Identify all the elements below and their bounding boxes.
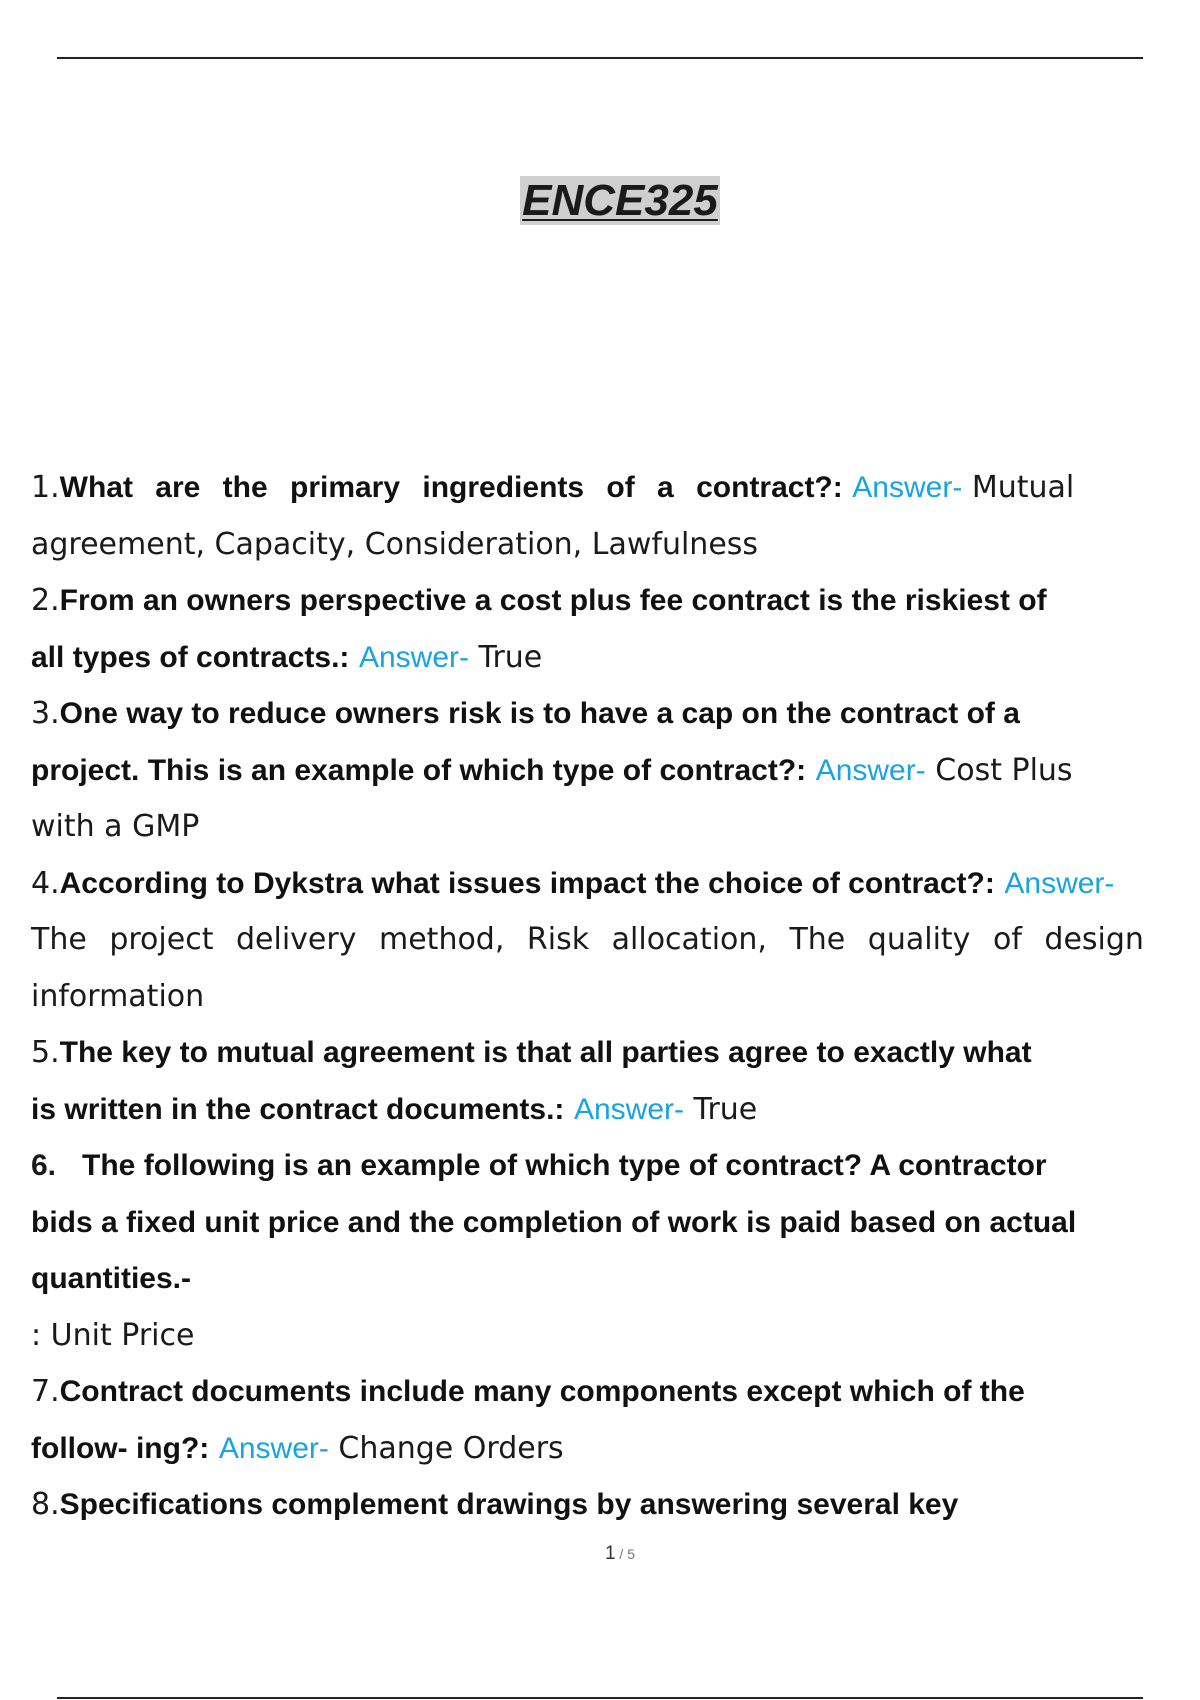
question-list: [31, 460, 1200, 1534]
question-number: 7.: [31, 1374, 60, 1409]
document-title: [0, 176, 1200, 226]
question-number: 8.: [31, 1487, 60, 1522]
question-line: [31, 1195, 1200, 1252]
question-item-3: [31, 686, 1200, 856]
answer-label: Answer-: [218, 1431, 329, 1465]
answer-label: Answer-: [815, 753, 926, 787]
question-text: The following is an example of which type of contract? A contractor: [82, 1149, 1047, 1182]
question-line: [31, 1251, 1200, 1308]
question-item-1: [31, 460, 1200, 573]
question-item-5: [31, 1025, 1200, 1138]
page-separator: /: [615, 1546, 628, 1562]
answer-text: Mutual: [971, 470, 1075, 505]
answer-text: with a GMP: [31, 809, 200, 844]
question-item-8: [31, 1477, 1200, 1534]
answer-text: Cost Plus: [935, 752, 1073, 788]
answer-text: information: [31, 978, 205, 1014]
question-text: The key to mutual agreement is that all parties agree to exactly what: [59, 1036, 1032, 1069]
answer-label: Answer-: [1004, 866, 1115, 900]
question-number: 3.: [31, 696, 60, 731]
question-text: According to Dykstra what issues impact the choice of contract?:: [59, 866, 995, 900]
answer-label: Answer-: [358, 640, 469, 674]
question-line: [31, 743, 1200, 800]
question-line: [31, 1082, 1200, 1139]
answer-text: Change Orders: [338, 1430, 564, 1466]
question-text: project. This is an example of which type of contract?:: [31, 753, 807, 787]
question-number: 5.: [31, 1035, 60, 1070]
answer-text: The project delivery method, Risk allocation, The quality of design: [31, 922, 1144, 957]
question-number: 2.: [31, 583, 60, 618]
page-indicator: [0, 1543, 1200, 1565]
question-item-4: [31, 856, 1200, 1026]
answer-text: agreement, Capacity, Consideration, Lawfulness: [31, 526, 759, 562]
question-text: Specifications complement drawings by answering several key: [59, 1488, 959, 1521]
answer-label: Answer-: [852, 471, 963, 504]
question-number: 1.: [31, 470, 60, 505]
page-total: 5: [627, 1546, 636, 1562]
question-text: From an owners perspective a cost plus fee contract is the riskiest of: [59, 584, 1047, 617]
question-number: 4.: [31, 865, 60, 901]
question-item-7: [31, 1364, 1200, 1477]
question-text: What are the primary ingredients of a contract?:: [59, 471, 843, 504]
question-line: [31, 1025, 1200, 1082]
question-line: [31, 686, 1200, 743]
question-text: all types of contracts.:: [31, 640, 350, 674]
page-current: 1: [604, 1543, 616, 1564]
question-line: [31, 573, 1200, 630]
answer-text: True: [478, 639, 543, 675]
question-text: bids a fixed unit price and the completion of work is paid based on actual: [31, 1205, 1077, 1239]
answer-label: Answer-: [573, 1092, 684, 1126]
top-rule: [57, 57, 1143, 59]
document-title-text: ENCE325: [522, 176, 718, 225]
question-line: [31, 1364, 1200, 1421]
question-number: 6.: [31, 1149, 57, 1182]
question-line: [31, 1421, 1200, 1478]
question-line: [31, 1138, 1200, 1195]
bottom-rule: [57, 1697, 1143, 1699]
question-item-2: [31, 573, 1200, 686]
question-line: [31, 1477, 1200, 1534]
question-text: follow- ing?:: [31, 1431, 210, 1465]
question-text: is written in the contract documents.:: [31, 1092, 565, 1126]
question-text: One way to reduce owners risk is to have a cap on the contract of a: [59, 697, 1020, 730]
question-text: quantities.-: [31, 1262, 192, 1295]
question-item-6: [31, 1138, 1200, 1364]
question-text: Contract documents include many components except which of the: [59, 1375, 1025, 1408]
answer-text: : Unit Price: [31, 1317, 195, 1353]
question-line: [31, 856, 1200, 913]
question-line: [31, 630, 1200, 687]
question-line: [31, 460, 1200, 517]
answer-text: True: [693, 1091, 758, 1127]
